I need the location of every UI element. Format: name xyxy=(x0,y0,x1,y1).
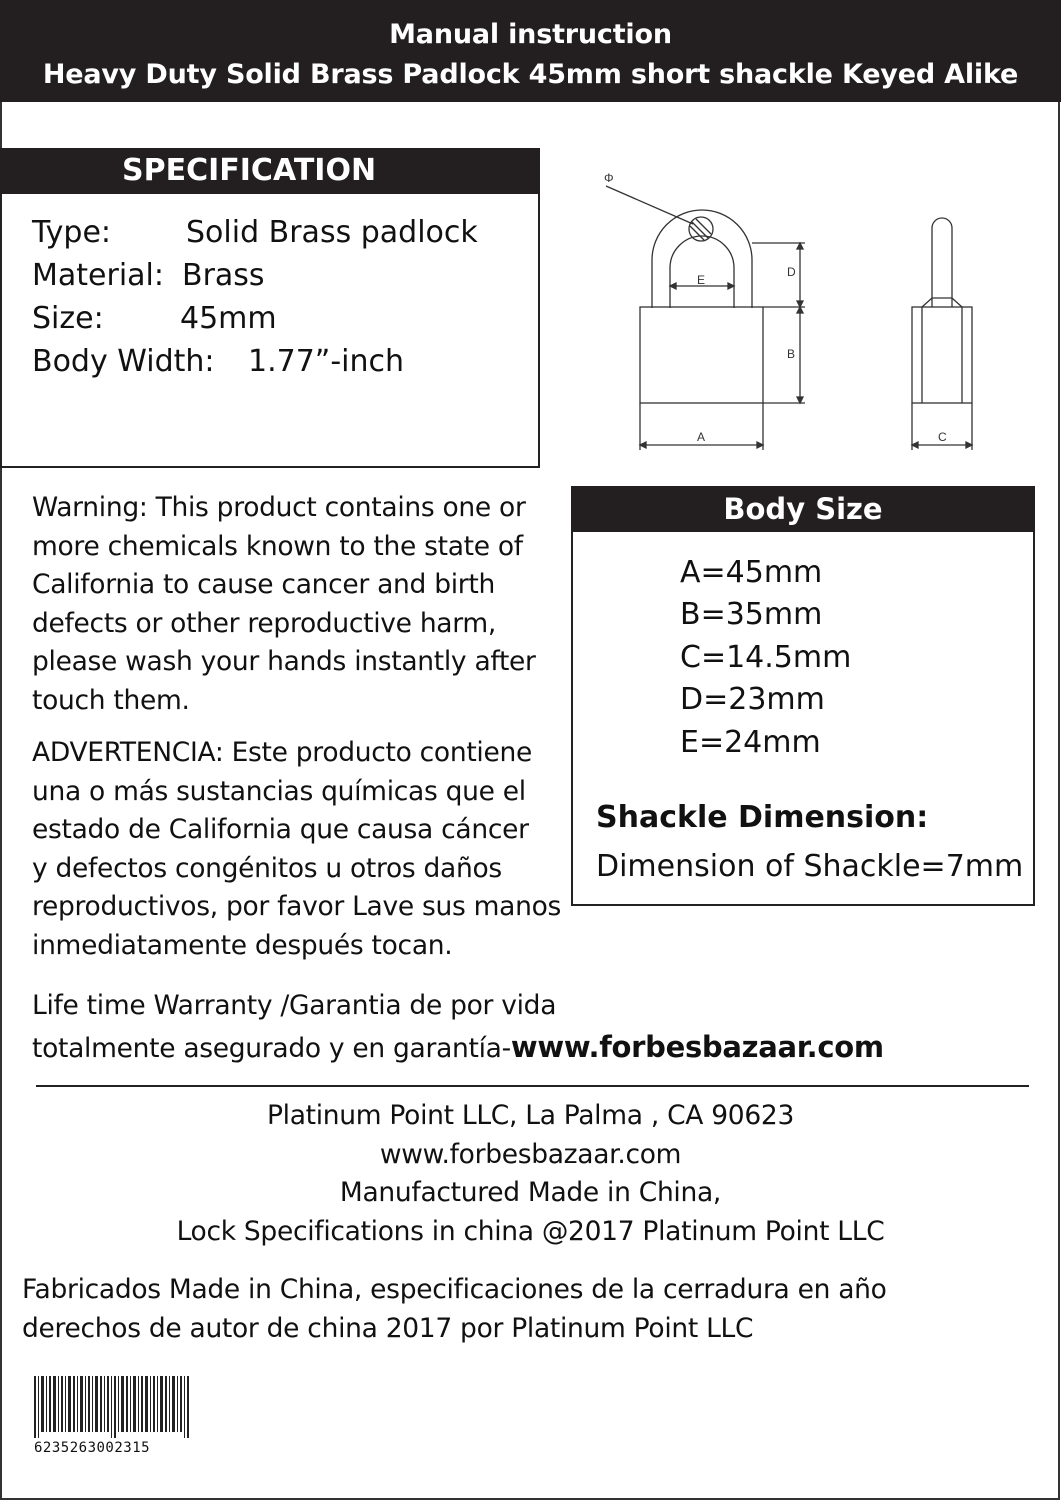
spec-label: Type: xyxy=(32,215,112,250)
spec-value: Solid Brass padlock xyxy=(186,215,478,250)
body-size-title: Body Size xyxy=(571,486,1035,532)
warning-line: please wash your hands instantly after xyxy=(32,646,536,677)
warranty-line-1: Life time Warranty /Garantia de por vida xyxy=(32,990,557,1021)
header-banner xyxy=(0,0,1061,102)
lock-body-front xyxy=(640,307,763,403)
dim-e: E=24mm xyxy=(680,725,821,760)
spec-label: Size: xyxy=(32,301,104,336)
dim-a: A=45mm xyxy=(680,555,823,590)
warning-line: ADVERTENCIA: Este producto contiene xyxy=(32,737,532,768)
warning-english xyxy=(32,489,572,720)
warning-line: California to cause cancer and birth xyxy=(32,569,495,600)
spec-value: 45mm xyxy=(180,301,277,336)
label-e: E xyxy=(697,273,706,287)
dim-b: B=35mm xyxy=(680,597,823,632)
spec-row-body-width xyxy=(32,341,405,383)
barcode xyxy=(34,1376,194,1438)
specification-title: SPECIFICATION xyxy=(0,148,540,194)
divider xyxy=(36,1085,1029,1087)
barcode-number: 6235263002315 xyxy=(34,1440,151,1456)
padlock-diagram xyxy=(590,160,990,460)
header-subtitle: Heavy Duty Solid Brass Padlock 45mm short shackle Keyed Alike xyxy=(42,59,1019,90)
website-link[interactable]: www.forbesbazaar.com xyxy=(510,1030,884,1064)
spec-label: Body Width: xyxy=(32,344,215,379)
phi-leader xyxy=(606,186,693,224)
warranty-text: totalmente asegurado y en garantía- xyxy=(32,1033,511,1064)
spec-row-size xyxy=(32,298,277,340)
manufacture-note: Manufactured Made in China, xyxy=(339,1177,722,1208)
warranty-line-2 xyxy=(32,1030,884,1064)
shackle-value: Dimension of Shackle=7mm xyxy=(596,849,1024,884)
copyright-note: Lock Specifications in china @2017 Platinum Point LLC xyxy=(176,1215,885,1247)
warning-line: estado de California que causa cáncer xyxy=(32,814,529,845)
spec-value: 1.77”-inch xyxy=(248,344,405,379)
spec-value: Brass xyxy=(182,258,265,293)
warning-line: more chemicals known to the state of xyxy=(32,530,523,562)
warning-line: reproductivos, por favor Lave sus manos xyxy=(32,891,562,922)
header-title: Manual instruction xyxy=(389,19,672,50)
label-c: C xyxy=(938,430,947,444)
label-d: D xyxy=(787,265,796,279)
spanish-footer-line: derechos de autor de china 2017 por Platinum Point LLC xyxy=(22,1312,754,1344)
dim-c: C=14.5mm xyxy=(680,640,852,675)
warning-line: inmediatamente después tocan. xyxy=(32,929,453,961)
warning-spanish xyxy=(32,734,572,965)
warning-line: y defectos congénitos u otros daños xyxy=(32,852,502,884)
warning-line: una o más sustancias químicas que el xyxy=(32,775,526,807)
spanish-footer xyxy=(22,1271,887,1348)
company-address: Platinum Point LLC, La Palma , CA 90623 xyxy=(266,1100,795,1131)
warning-line: defects or other reproductive harm, xyxy=(32,607,497,639)
spanish-footer-line: Fabricados Made in China, especificaciones de la cerradura en año xyxy=(22,1274,887,1305)
warning-line: touch them. xyxy=(32,684,190,716)
warning-line: Warning: This product contains one or xyxy=(32,492,526,523)
dim-d: D=23mm xyxy=(680,682,825,717)
company-website[interactable]: www.forbesbazaar.com xyxy=(379,1138,682,1170)
company-info xyxy=(0,1097,1061,1251)
spec-row-material xyxy=(32,255,265,297)
label-phi: Φ xyxy=(604,171,614,185)
shackle-heading: Shackle Dimension: xyxy=(596,800,929,835)
shackle-inner xyxy=(670,236,734,308)
shackle-side xyxy=(932,218,952,307)
label-b: B xyxy=(787,347,796,361)
spec-label: Material: xyxy=(32,258,164,293)
lock-body-side xyxy=(912,307,972,403)
spec-row-type xyxy=(32,212,478,254)
label-a: A xyxy=(697,430,706,444)
